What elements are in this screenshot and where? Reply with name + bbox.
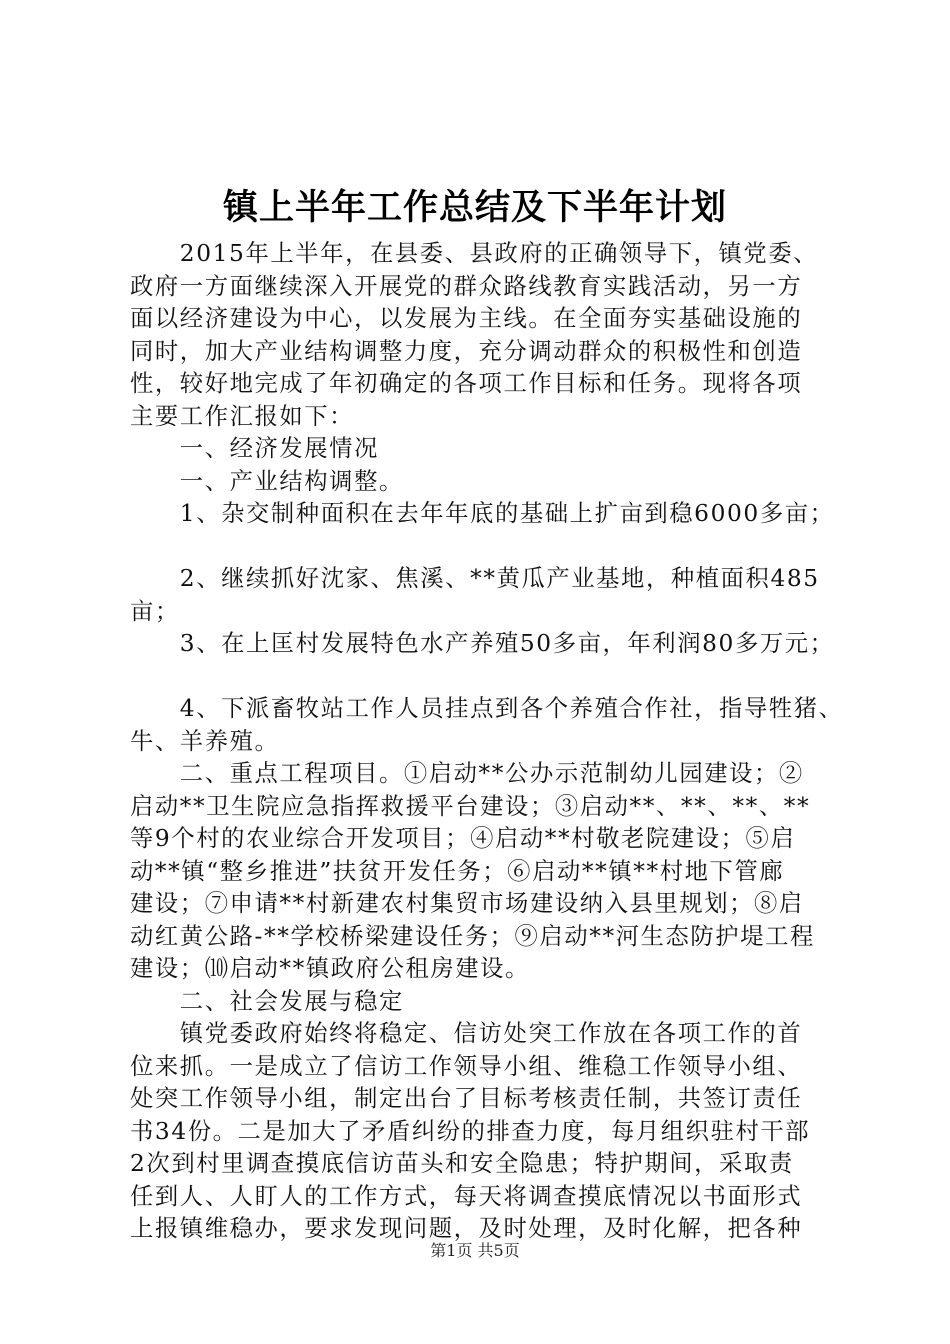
body-line: 位来抓。一是成立了信访工作领导小组、维稳工作领导小组、 [130,1052,803,1080]
body-line: 主要工作汇报如下： [130,402,355,430]
blank-line [130,661,842,694]
page-footer: 第1页 共5页 [430,1241,520,1260]
blank-line [130,531,842,564]
body-line: 动**镇“整乡推进”扶贫开发任务；⑥启动**镇**村地下管廊 [130,857,785,885]
body-line: 一、产业结构调整。 [130,467,404,495]
body-line: 2015年上半年，在县委、县政府的正确领导下，镇党委、 [130,240,819,267]
body-line: 面以经济建设为中心，以发展为主线。在全面夯实基础设施的 [130,305,803,332]
document-body [130,238,842,1246]
body-line: 牛、羊养殖。 [130,727,280,755]
body-line: 3、在上匡村发展特色水产养殖50多亩，年利润80多万元； [130,630,835,657]
body-line: 上报镇维稳办，要求发现问题，及时处理，及时化解，把各种 [130,1215,803,1242]
document-title: 镇上半年工作总结及下半年计划 [222,188,727,228]
body-line: 镇党委政府始终将稳定、信访处突工作放在各项工作的首 [130,1020,803,1047]
body-line: 启动**卫生院应急指挥救援平台建设；③启动**、**、**、** [130,792,811,820]
body-line: 2、继续抓好沈家、焦溪、**黄瓜产业基地，种植面积485 [130,565,820,592]
body-line: 性，较好地完成了年初确定的各项工作目标和任务。现将各项 [130,370,803,397]
body-line: 同时，加大产业结构调整力度，充分调动群众的积极性和创造 [130,337,803,365]
body-line: 4、下派畜牧站工作人员挂点到各个养殖合作社，指导牲猪、 [130,695,844,722]
body-line: 2次到村里调查摸底信访苗头和安全隐患；特护期间，采取责 [130,1150,794,1177]
body-line: 处突工作领导小组，制定出台了目标考核责任制，共签订责任 [130,1085,803,1112]
body-line: 等9个村的农业综合开发项目；④启动**村敬老院建设；⑤启 [130,825,796,852]
body-line: 亩； [130,597,180,625]
body-line: 二、重点工程项目。①启动**公办示范制幼儿园建设；② [130,760,804,787]
body-line: 政府一方面继续深入开展党的群众路线教育实践活动，另一方 [130,272,803,300]
body-line: 1、杂交制种面积在去年年底的基础上扩亩到稳6000多亩； [130,500,835,527]
body-line: 任到人、人盯人的工作方式，每天将调查摸底情况以书面形式 [130,1182,803,1210]
body-line: 建设；⑽启动**镇政府公租房建设。 [130,955,530,982]
body-line: 动红黄公路-**学校桥梁建设任务；⑨启动**河生态防护堤工程 [130,922,815,950]
body-line: 一、经济发展情况 [130,435,379,462]
body-line: 建设；⑦申请**村新建农村集贸市场建设纳入县里规划；⑧启 [130,890,804,917]
body-line: 书34份。二是加大了矛盾纠纷的排查力度，每月组织驻村干部 [130,1117,811,1145]
body-line: 二、社会发展与稳定 [130,987,404,1015]
